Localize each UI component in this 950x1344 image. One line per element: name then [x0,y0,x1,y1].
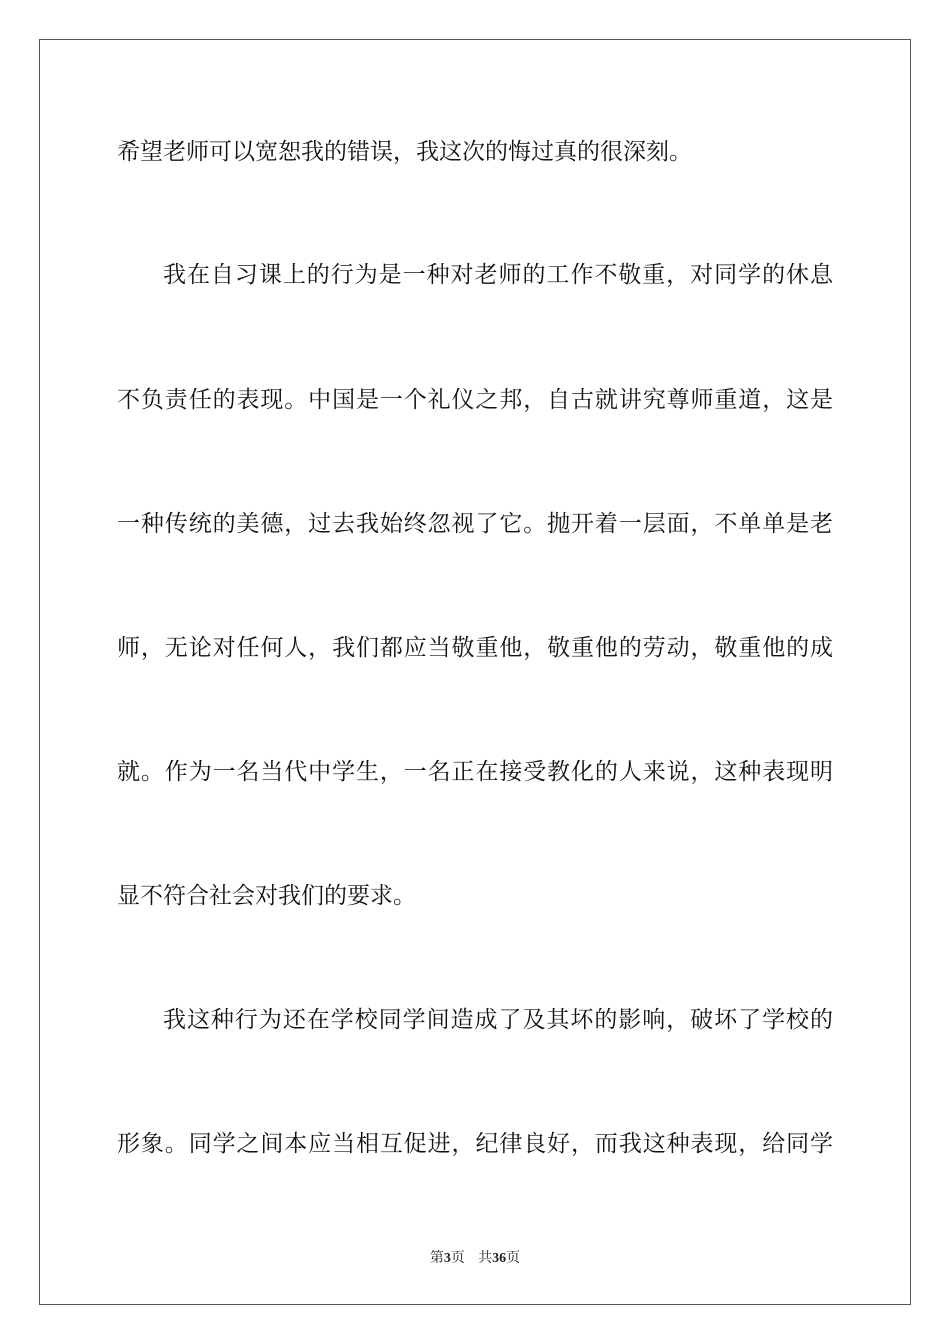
text-line-5: 师，无论对任何人，我们都应当敬重他，敬重他的劳动，敬重他的成 [117,635,833,661]
page-border [39,39,911,1305]
text-line-6: 就。作为一名当代中学生，一名正在接受教化的人来说，这种表现明 [117,759,833,785]
page-number-footer [0,1248,950,1269]
page-unit: 页 [450,1250,465,1266]
current-page-number: 3 [443,1251,451,1266]
text-line-7: 显不符合社会对我们的要求。 [117,883,416,909]
page-prefix: 第 [429,1250,444,1266]
text-line-9: 形象。同学之间本应当相互促进，纪律良好，而我这种表现，给同学 [117,1131,833,1157]
total-unit: 页 [506,1250,521,1266]
text-line-2: 我在自习课上的行为是一种对老师的工作不敬重，对同学的休息 [163,262,833,288]
text-line-3: 不负责任的表现。中国是一个礼仪之邦，自古就讲究尊师重道，这是 [117,387,833,413]
text-line-4: 一种传统的美德，过去我始终忽视了它。抛开着一层面，不单单是老 [117,511,833,537]
text-line-8: 我这种行为还在学校同学间造成了及其坏的影响，破坏了学校的 [163,1007,833,1033]
total-pages-number: 36 [492,1251,507,1266]
total-prefix: 共 [478,1250,493,1266]
text-line-1: 希望老师可以宽恕我的错误，我这次的悔过真的很深刻。 [117,139,692,165]
